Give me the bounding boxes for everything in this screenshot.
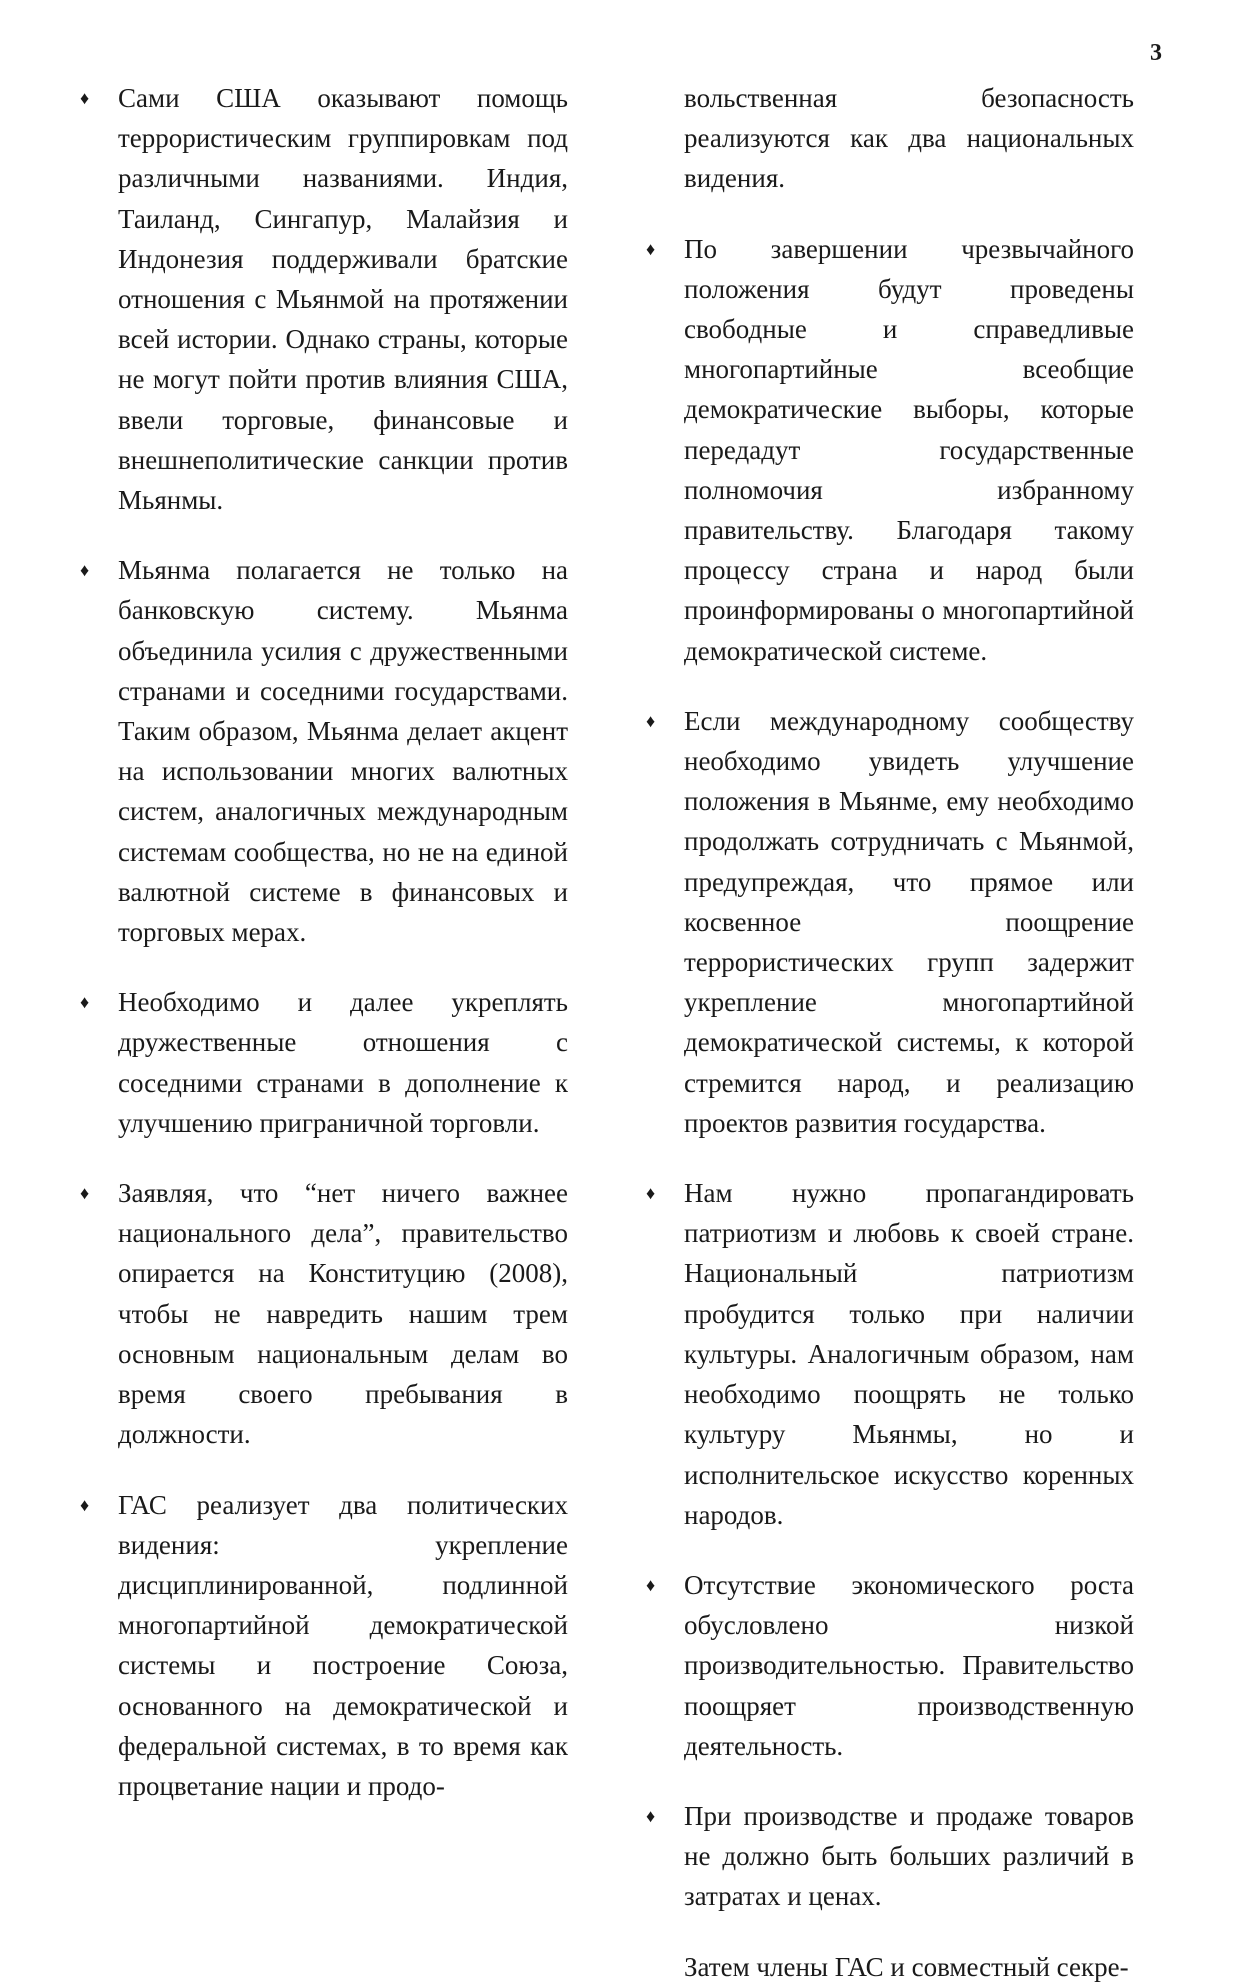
list-item-continuation	[646, 78, 1134, 199]
list-item	[80, 1173, 568, 1454]
list-item-text: вольственная безопасность реализуются как два национальных видения.	[684, 83, 1134, 194]
bullet-icon: ♦	[646, 710, 656, 731]
paragraph: Затем члены ГАС и совместный секре-	[684, 1951, 1129, 1982]
bullet-icon: ♦	[80, 88, 90, 108]
list-item	[646, 229, 1134, 671]
bullet-icon: ♦	[646, 238, 656, 259]
list-item-text: Мьянма полагается не только на банковскую систему. Мьянма объединила усилия с дружественными странами и соседними государствами. Таким образом, Мьянма делает акцент на использовании многих валютных систем, аналогичных международным системам сообщества, но не на единой валютной системе в финансовых и торговых мерах.	[118, 555, 568, 948]
list-item	[646, 1565, 1134, 1766]
bullet-icon: ♦	[80, 1183, 90, 1204]
bullet-icon: ♦	[646, 1805, 656, 1826]
list-item	[80, 78, 568, 520]
right-column	[646, 78, 1134, 1987]
list-item	[80, 982, 568, 1143]
list-item-text: Заявляя, что “нет ничего важнее национального дела”, правительство опирается на Конституцию (2008), чтобы не навредить нашим трем основным национальным делам во время своего пребывания в должности.	[118, 1178, 568, 1450]
bullet-icon: ♦	[80, 992, 90, 1013]
list-item-text: Отсутствие экономического роста обусловлено низкой производительностью. Правительство поощряет производственную деятельность.	[684, 1569, 1134, 1761]
list-item	[80, 1485, 568, 1807]
list-item-text: Сами США оказывают помощь террористическим группировкам под различными названиями. Индия, Таиланд, Сингапур, Малайзия и Индонезия поддерживали братские отношения с Мьянмой на протяжении всей истории. Однако страны, которые не могут пойти против влияния США, ввели торговые, финансовые и внешнеполитические санкции против Мьянмы.	[118, 83, 568, 516]
list-item-text: Нам нужно пропагандировать патриотизм и любовь к своей стране. Национальный патриотизм пробудится только при наличии культуры. Аналогичным образом, нам необходимо поощрять не только культуру Мьянмы, но и исполнительское искусство коренных народов.	[684, 1178, 1134, 1530]
bullet-icon: ♦	[646, 1183, 656, 1204]
list-item	[646, 701, 1134, 1143]
list-item-text: Необходимо и далее укреплять дружественные отношения с соседними странами в дополнение к улучшению приграничной торговли.	[118, 987, 568, 1138]
list-item-text: Если международному сообществу необходимо увидеть улучшение положения в Мьянме, ему необходимо продолжать сотрудничать с Мьянмой, предупреждая, что прямое или косвенное поощрение террористических групп задержит укрепление многопартийной демократической системы, к которой стремится народ, и реализацию проектов развития государства.	[684, 705, 1134, 1138]
bullet-icon: ♦	[80, 560, 90, 581]
bullet-icon: ♦	[80, 1494, 90, 1515]
left-column	[80, 78, 568, 1836]
list-item-text: ГАС реализует два политических видения: укрепление дисциплинированной, подлинной многопартийной демократической системы и построение Союза, основанного на демократической и федеральной системах, в то время как процветание нации и продо-	[118, 1489, 568, 1801]
list-item	[80, 550, 568, 952]
list-item	[646, 1173, 1134, 1535]
page-number: 3	[1150, 40, 1162, 66]
list-item	[646, 1796, 1134, 1917]
list-item-text: При производстве и продаже товаров не должно быть больших различий в затратах и ценах.	[684, 1800, 1134, 1912]
bullet-icon: ♦	[646, 1574, 656, 1595]
list-item-text: По завершении чрезвычайного положения будут проведены свободные и справедливые многопартийные всеобщие демократические выборы, которые передадут государственные полномочия избранному правительству. Благодаря такому процессу страна и народ были проинформированы о многопартийной демократической системе.	[684, 233, 1134, 666]
